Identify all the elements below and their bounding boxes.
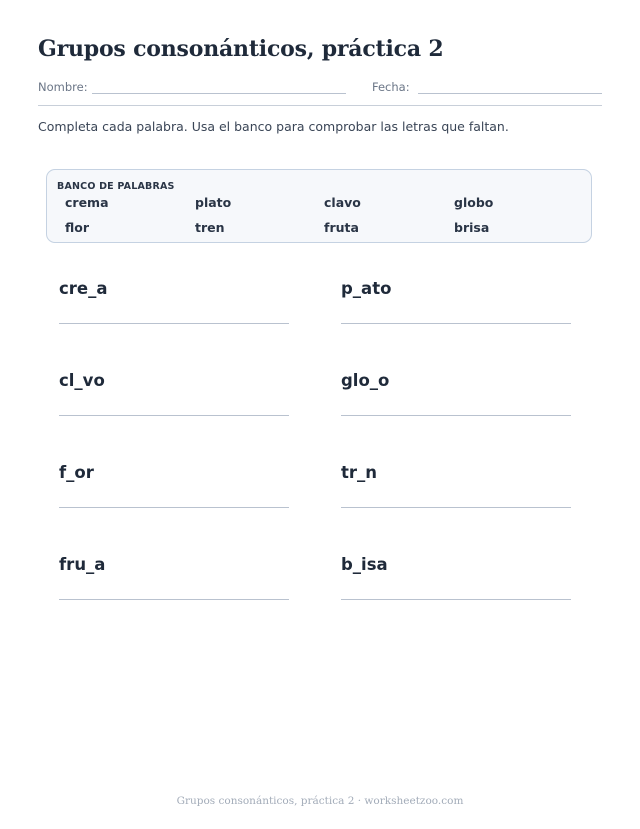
exercise-prompt: glo_o — [341, 371, 390, 390]
date-field-line[interactable] — [418, 93, 602, 94]
word-bank-item: brisa — [454, 220, 490, 235]
word-bank-item: plato — [195, 195, 232, 210]
exercise-item — [59, 463, 289, 513]
answer-line[interactable] — [59, 599, 289, 600]
header-divider — [38, 105, 602, 106]
answer-line[interactable] — [341, 599, 571, 600]
exercise-prompt: cl_vo — [59, 371, 105, 390]
word-bank-item: tren — [195, 220, 225, 235]
word-bank-item: clavo — [324, 195, 361, 210]
answer-line[interactable] — [341, 507, 571, 508]
word-bank — [46, 169, 592, 243]
answer-line[interactable] — [59, 323, 289, 324]
name-date-row — [38, 80, 602, 96]
exercise-prompt: f_or — [59, 463, 94, 482]
name-field-line[interactable] — [92, 93, 346, 94]
exercise-prompt: tr_n — [341, 463, 378, 482]
exercise-item — [59, 555, 289, 605]
word-bank-title: BANCO DE PALABRAS — [57, 181, 175, 192]
exercise-item — [341, 463, 571, 513]
answer-line[interactable] — [341, 415, 571, 416]
exercise-prompt: p_ato — [341, 279, 392, 298]
exercise-item — [341, 555, 571, 605]
name-label: Nombre: — [38, 80, 88, 94]
page-footer: Grupos consonánticos, práctica 2 · worksheetzoo.com — [176, 795, 464, 807]
word-bank-item: crema — [65, 195, 109, 210]
word-bank-item: flor — [65, 220, 90, 235]
exercise-prompt: fru_a — [59, 555, 106, 574]
exercise-item — [59, 371, 289, 421]
instructions: Completa cada palabra. Usa el banco para comprobar las letras que faltan. — [38, 119, 509, 134]
word-bank-item: fruta — [324, 220, 359, 235]
word-bank-item: globo — [454, 195, 494, 210]
answer-line[interactable] — [59, 507, 289, 508]
page-title: Grupos consonánticos, práctica 2 — [38, 36, 444, 62]
answer-line[interactable] — [59, 415, 289, 416]
exercise-item — [341, 371, 571, 421]
answer-line[interactable] — [341, 323, 571, 324]
exercise-prompt: b_isa — [341, 555, 388, 574]
exercise-item — [341, 279, 571, 329]
exercise-item — [59, 279, 289, 329]
exercise-prompt: cre_a — [59, 279, 108, 298]
date-label: Fecha: — [372, 80, 410, 94]
